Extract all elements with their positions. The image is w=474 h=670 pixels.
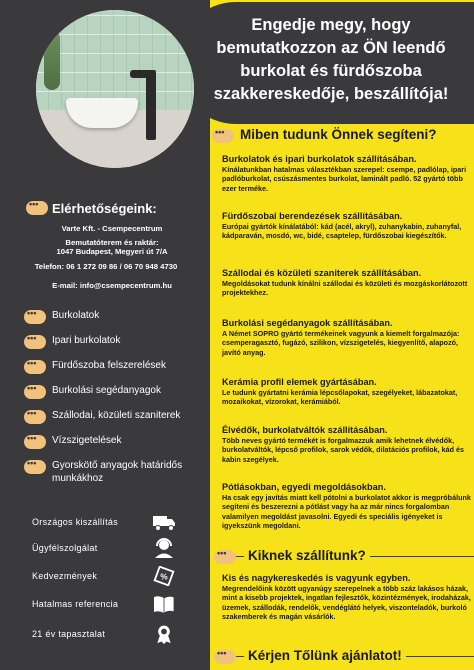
feature-label: Hatalmas referencia xyxy=(32,599,119,609)
feature-support xyxy=(0,538,210,560)
phone[interactable]: Telefon: 06 1 272 09 86 / 06 70 948 4730 xyxy=(34,262,178,271)
contact-title: Elérhetőségeink: xyxy=(52,201,157,216)
bullet-icon xyxy=(24,385,46,399)
help-block xyxy=(222,376,472,407)
block-text: Megoldásokat tudunk kínálni szállodai és közületi és mozgáskorlátozott projektekhez. xyxy=(222,279,468,298)
bullet-icon xyxy=(24,435,46,449)
block-text: A Német SOPRO gyártó termékeinek vagyunk a kiemelt forgalmazója: csemperagasztó, fugázó, szilikon, vízszigetelés, kiegyenlítő, alapozó, javító anyag. xyxy=(222,329,460,357)
header-title: Engedje megy, hogy bemutatkozzon az ÖN leendő burkolat és fürdőszoba szakkereskedője, beszállítója! xyxy=(213,16,449,103)
book-icon xyxy=(152,594,176,614)
bullet-icon xyxy=(26,201,48,215)
feature-discount xyxy=(0,566,210,588)
cta-heading[interactable] xyxy=(214,648,474,666)
tap-post xyxy=(146,70,156,140)
nav-item-gyorskoto[interactable] xyxy=(0,456,210,488)
nav-item-szaniterek[interactable] xyxy=(0,406,210,428)
help-block xyxy=(222,267,472,298)
block-title: Burkolási segédanyagok szállításában. xyxy=(222,318,393,328)
delivery-title: Kiknek szállítunk? xyxy=(244,548,370,563)
nav-item-vizszigetelesek[interactable] xyxy=(0,431,210,453)
nav-item-burkolatok[interactable] xyxy=(0,306,210,328)
block-title: Fürdőszobai berendezések szállításában. xyxy=(222,211,403,221)
bullet-icon xyxy=(214,550,236,564)
feature-label: 21 év tapasztalat xyxy=(32,629,106,639)
block-text: Ha csak egy javítás miatt kell pótolni a burkolatot akkor is megpróbálunk segíteni és beszerezni a pótlást vagy ha az már nincs forgalomban valamilyen megoldást javasolni. Egyedi és speciális igényeket is igyekszünk megoldani. xyxy=(222,493,471,531)
help-block xyxy=(222,210,472,241)
nav-label: Vízszigetelések xyxy=(52,435,122,446)
block-text: Több neves gyártó termékét is forgalmazzuk amik lehetnek élvédők, burkolatváltók, lépcső profilok, sarok védők, dilatációs profilok, kád és kabin szegélyek. xyxy=(222,436,465,464)
nav-label: Burkolatok xyxy=(52,310,100,321)
help-block xyxy=(222,424,472,464)
cta-title: Kérjen Tőlünk ajánlatot! xyxy=(244,648,406,663)
block-text: Európai gyártók kínálatából: kád (acél, akryl), zuhanykabin, zuhanyfal, kádparaván, mosdó, wc, bidé, csaptelep, fürdőszobai kiegészítők. xyxy=(222,222,462,241)
nav-label: Szállodai, közületi szaniterek xyxy=(52,410,181,421)
feature-label: Országos kiszállítás xyxy=(32,517,119,527)
bullet-icon xyxy=(24,335,46,349)
nav-label: Burkolási segédanyagok xyxy=(52,385,161,396)
nav-label: Gyorskötő anyagok határidős xyxy=(52,460,183,471)
bullet-icon xyxy=(24,410,46,424)
plant-image xyxy=(44,30,60,90)
block-text: Megrendelőink között ugyanúgy szerepelnek a több száz lakásos házak, mint a kisebb projektek, ingatlan fejlesztők, közintézmények, irodaházak, üzemek, szállodák, rendelők, vendéglátó helyek, viszonteladók, burkoló szakemberek és magán vásárlók. xyxy=(222,584,471,622)
nav-item-segedanyagok[interactable] xyxy=(0,381,210,403)
feature-experience xyxy=(0,624,210,646)
help-title: Miben tudunk Önnek segíteni? xyxy=(240,127,437,142)
bullet-icon xyxy=(24,310,46,324)
help-block xyxy=(222,481,472,531)
delivery-block xyxy=(222,572,472,622)
bullet-icon xyxy=(24,460,46,474)
block-text: Le tudunk gyártatni kerámia lépcsőlapokat, szegélyeket, lábazatokat, mozaikokat, vízorokat, kerámiából. xyxy=(222,388,458,407)
feature-label: Kedvezmények xyxy=(32,571,98,581)
block-title: Burkolatok és ipari burkolatok szállításában. xyxy=(222,154,417,164)
bullet-icon xyxy=(24,360,46,374)
discount-icon xyxy=(152,566,176,586)
address-label: Bemutatóterem és raktár: xyxy=(65,238,159,247)
nav-label: Fürdőszoba felszerelések xyxy=(52,360,166,371)
bullet-icon xyxy=(214,650,236,664)
help-block xyxy=(222,317,472,357)
help-block xyxy=(222,153,472,193)
feature-reference xyxy=(0,594,210,616)
bathroom-photo xyxy=(36,10,194,168)
award-icon xyxy=(152,624,176,644)
block-title: Pótlásokban, egyedi megoldásokban. xyxy=(222,482,386,492)
svg-text:%: % xyxy=(160,572,168,582)
company-name: Varte Kft. - Csempecentrum xyxy=(61,224,163,233)
nav-item-furdoszoba[interactable] xyxy=(0,356,210,378)
block-title: Szállodai és közületi szaniterek szállításában. xyxy=(222,268,422,278)
help-section-heading xyxy=(212,127,472,145)
nav-item-ipari-burkolatok[interactable] xyxy=(0,331,210,353)
truck-icon xyxy=(152,512,176,532)
nav-label-line2: munkákhoz xyxy=(52,473,104,484)
feature-shipping xyxy=(0,512,210,534)
address: 1047 Budapest, Megyeri út 7/A xyxy=(56,247,168,256)
block-text: Kínálatunkban hatalmas választékban szerepel: csempe, padlólap, ipari padlóburkolat, csúszásmentes burkolat, laminált padló. 52 gyártó több ezer terméke. xyxy=(222,165,467,193)
email[interactable]: E-mail: info@csempecentrum.hu xyxy=(52,281,172,290)
header-banner xyxy=(176,2,474,124)
feature-label: Ügyfélszolgálat xyxy=(32,543,98,553)
support-icon xyxy=(152,538,176,558)
nav-label: Ipari burkolatok xyxy=(52,335,121,346)
delivery-section-heading xyxy=(214,548,474,566)
block-title: Kerámia profil elemek gyártásában. xyxy=(222,377,377,387)
block-title: Kis és nagykereskedés is vagyunk egyben. xyxy=(222,573,411,583)
bullet-icon xyxy=(212,129,234,143)
block-title: Élvédők, burkolatváltók szállításában. xyxy=(222,425,388,435)
